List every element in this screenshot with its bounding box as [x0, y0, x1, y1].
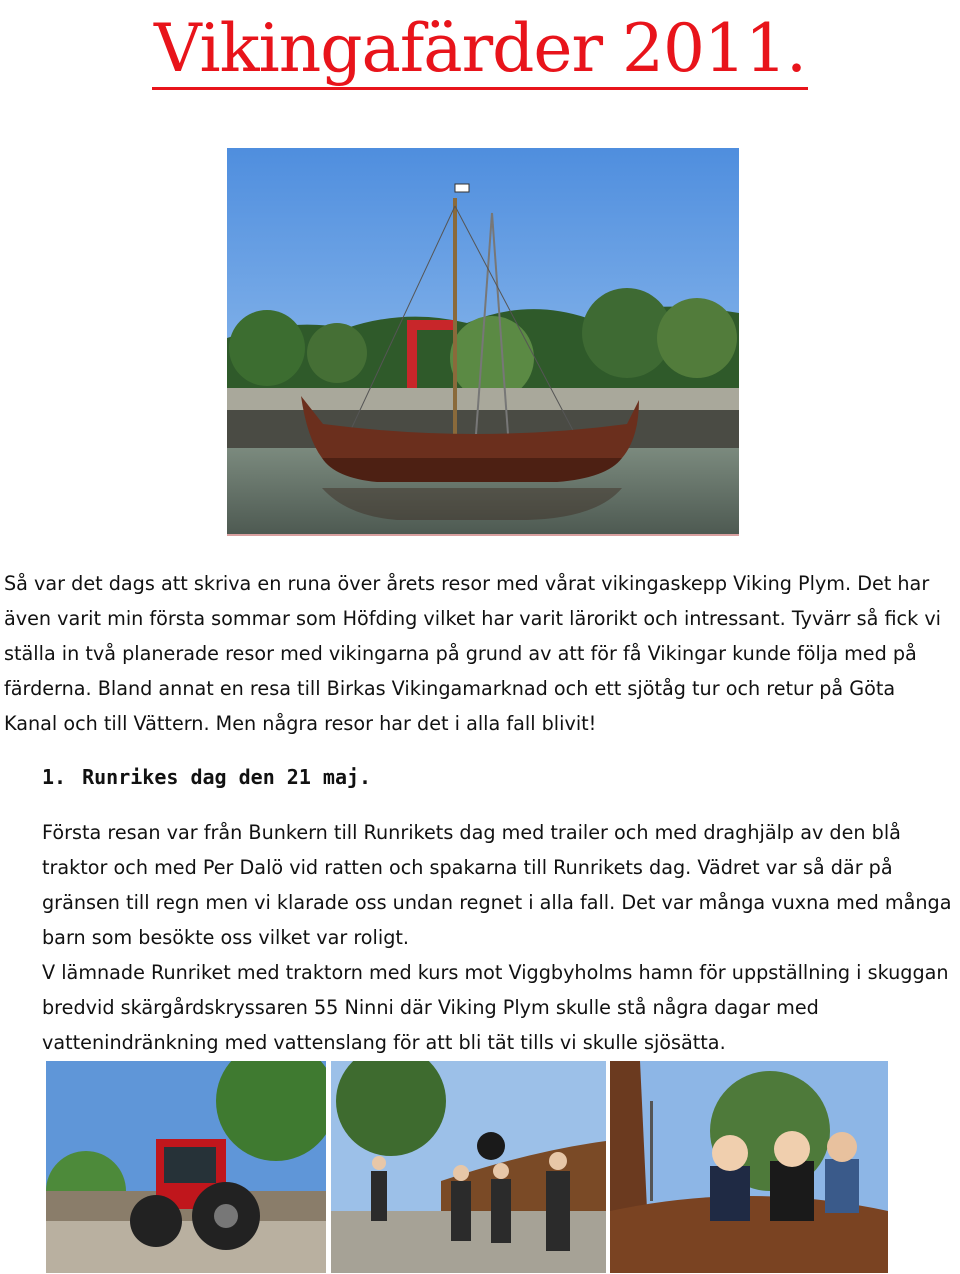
section-number: 1. [42, 765, 67, 789]
intro-paragraph: Så var det dags att skriva en runa över årets resor med vårat vikingaskepp Viking Plym. Det har även varit min första sommar som Höfding vilket har varit lärorikt och intressant. Tyvärr så fick vi ställa in två planerade resor med vikingarna på grund av att för få Vikingar kunde följa med på färderna. Bland annat en resa till Birkas Vikingamarknad och ett sjötåg tur och retur på Göta Kanal och till Vättern. Men några resor har det i alla fall blivit! [4, 572, 942, 735]
section-heading [42, 760, 371, 794]
section-heading-text: Runrikes dag den 21 maj. [82, 765, 372, 789]
viking-ship-photo [227, 148, 739, 536]
visitors-photo [331, 1061, 606, 1273]
section-paragraph-2: V lämnade Runriket med traktorn med kurs mot Viggbyholms hamn för uppställning i skuggan bredvid skärgårdskryssaren 55 Ninni där Viking Plym skulle stå några dagar med vattenindränkning med vattenslang för att bli tät tills vi skulle sjösätta. [42, 961, 949, 1054]
section-paragraph-1: Första resan var från Bunkern till Runrikets dag med trailer och med draghjälp av den blå traktor och med Per Dalö vid ratten och spakarna till Runrikets dag. Vädret var så där på gränsen till regn men vi klarade oss undan regnet i alla fall. Det var många vuxna med många barn som besökte oss vilket var roligt. [42, 821, 952, 949]
page-title: Vikingafärder 2011. [0, 4, 960, 94]
tractor-photo [46, 1061, 326, 1273]
children-in-ship-photo [610, 1061, 888, 1273]
